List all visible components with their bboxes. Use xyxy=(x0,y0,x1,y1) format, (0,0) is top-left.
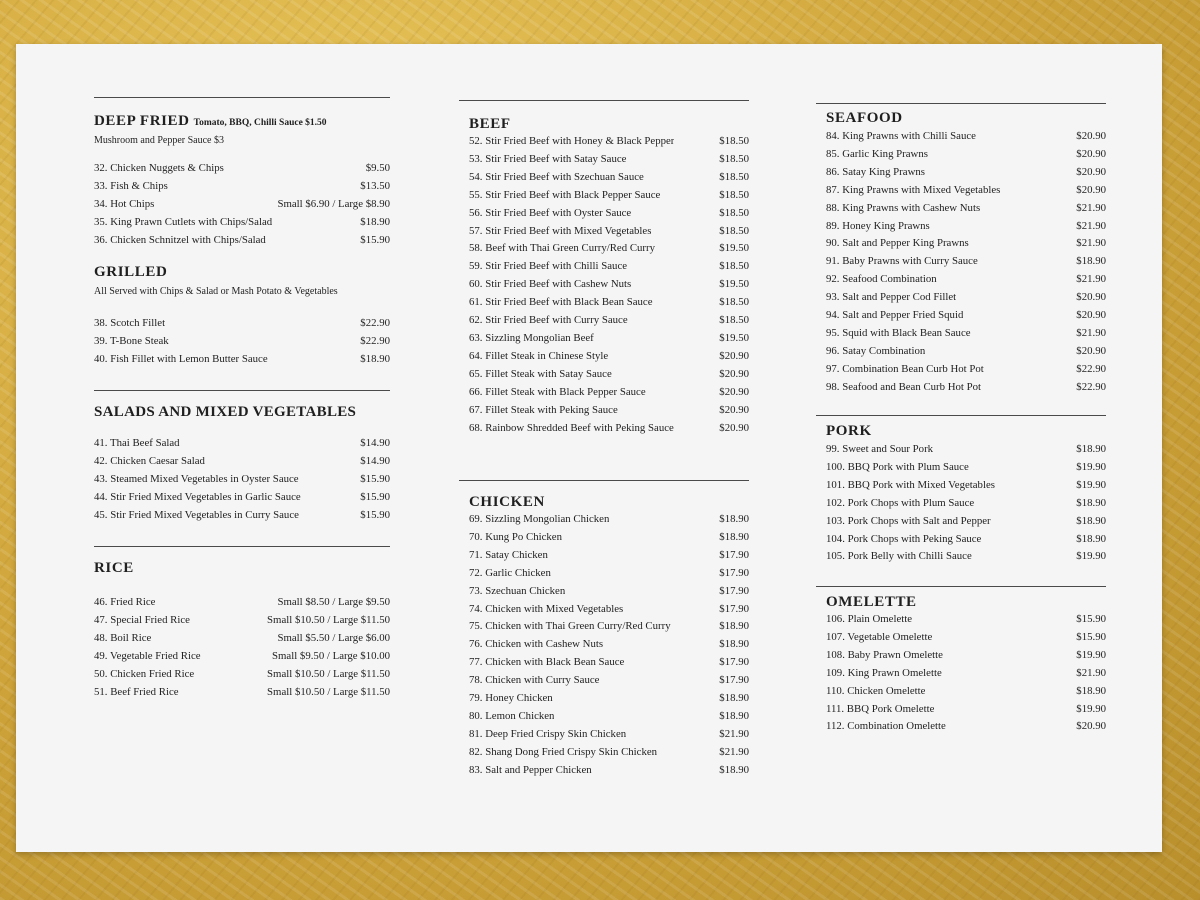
menu-item xyxy=(469,511,749,529)
menu-item xyxy=(826,182,1106,200)
menu-item xyxy=(469,151,749,169)
menu-item-name: 82. Shang Dong Fried Crispy Skin Chicken xyxy=(469,745,658,758)
menu-item-price: Small $10.50 / Large $11.50 xyxy=(267,613,390,626)
menu-card xyxy=(16,44,1162,852)
section-seafood xyxy=(816,103,1106,397)
menu-item-name: 96. Satay Combination xyxy=(826,344,926,357)
menu-item-name: 101. BBQ Pork with Mixed Vegetables xyxy=(826,478,995,491)
menu-item xyxy=(469,547,749,565)
section-title: DEEP FRIED Tomato, BBQ, Chilli Sauce $1.50 xyxy=(94,113,327,129)
menu-item-price: $18.50 xyxy=(719,206,749,219)
menu-item-price: $20.90 xyxy=(1076,183,1106,196)
menu-item-name: 69. Sizzling Mongolian Chicken xyxy=(469,513,610,525)
menu-item-price: $21.90 xyxy=(1076,219,1106,232)
menu-item-price: $18.50 xyxy=(719,188,749,201)
menu-item xyxy=(94,178,390,196)
menu-item xyxy=(94,594,390,612)
menu-item-name: 81. Deep Fried Crispy Skin Chicken xyxy=(469,727,627,740)
menu-item-price: $18.90 xyxy=(360,352,390,365)
menu-item-name: 46. Fried Rice xyxy=(94,596,156,608)
menu-item xyxy=(826,611,1106,629)
menu-item-price: $20.90 xyxy=(1076,291,1106,304)
menu-item xyxy=(94,666,390,684)
menu-item-name: 67. Fillet Steak with Peking Sauce xyxy=(469,403,618,416)
menu-item-name: 104. Pork Chops with Peking Sauce xyxy=(826,532,982,545)
menu-item xyxy=(469,169,749,187)
menu-item-price: $14.90 xyxy=(360,437,390,449)
menu-item xyxy=(469,601,749,619)
menu-item-name: 109. King Prawn Omelette xyxy=(826,666,942,679)
menu-item xyxy=(469,240,749,258)
menu-item-price: $14.90 xyxy=(360,454,390,467)
menu-item xyxy=(826,665,1106,683)
menu-item-name: 32. Chicken Nuggets & Chips xyxy=(94,162,224,174)
section-title: OMELETTE xyxy=(826,594,917,610)
menu-item-name: 52. Stir Fried Beef with Honey & Black Pepper xyxy=(469,135,675,147)
menu-item xyxy=(94,489,390,507)
menu-item xyxy=(826,441,1106,459)
menu-item-name: 105. Pork Belly with Chilli Sauce xyxy=(826,550,972,563)
menu-item-name: 83. Salt and Pepper Chicken xyxy=(469,763,592,776)
menu-item xyxy=(826,253,1106,271)
menu-item xyxy=(94,351,390,369)
menu-item-price: $18.50 xyxy=(719,260,749,273)
menu-item-name: 110. Chicken Omelette xyxy=(826,684,926,697)
menu-item-name: 58. Beef with Thai Green Curry/Red Curry xyxy=(469,242,656,255)
menu-item-name: 86. Satay King Prawns xyxy=(826,165,925,178)
menu-item-price: $15.90 xyxy=(360,472,390,485)
menu-item xyxy=(94,648,390,666)
section-divider xyxy=(94,97,390,98)
menu-item xyxy=(826,146,1106,164)
menu-item-name: 91. Baby Prawns with Curry Sauce xyxy=(826,255,978,268)
menu-item xyxy=(826,701,1106,719)
menu-item-price: $19.90 xyxy=(1076,702,1106,715)
menu-item xyxy=(826,218,1106,236)
menu-item xyxy=(469,654,749,672)
menu-item xyxy=(94,232,390,250)
menu-item-price: $18.90 xyxy=(1076,255,1106,268)
section-divider xyxy=(816,415,1106,416)
item-list xyxy=(816,611,1106,736)
menu-item xyxy=(94,471,390,489)
menu-item-name: 63. Sizzling Mongolian Beef xyxy=(469,331,594,344)
menu-item-name: 51. Beef Fried Rice xyxy=(94,685,179,698)
menu-item-price: $22.90 xyxy=(1076,362,1106,375)
menu-item-name: 98. Seafood and Bean Curb Hot Pot xyxy=(826,380,982,393)
menu-item xyxy=(826,289,1106,307)
section-divider xyxy=(459,100,749,101)
menu-item-name: 88. King Prawns with Cashew Nuts xyxy=(826,201,981,214)
menu-item xyxy=(826,379,1106,397)
menu-item-name: 84. King Prawns with Chilli Sauce xyxy=(826,130,976,142)
menu-item xyxy=(826,548,1106,566)
menu-item-price: $21.90 xyxy=(1076,326,1106,339)
menu-item-price: $18.90 xyxy=(1076,684,1106,697)
menu-item-price: Small $10.50 / Large $11.50 xyxy=(267,667,390,680)
menu-item-price: Small $8.50 / Large $9.50 xyxy=(277,596,390,608)
menu-item xyxy=(469,708,749,726)
menu-item-name: 56. Stir Fried Beef with Oyster Sauce xyxy=(469,206,632,219)
section-title: BEEF xyxy=(469,116,511,132)
menu-item xyxy=(469,726,749,744)
menu-item-name: 79. Honey Chicken xyxy=(469,692,553,705)
menu-item xyxy=(826,271,1106,289)
menu-item xyxy=(469,420,749,438)
menu-item-price: $21.90 xyxy=(1076,237,1106,250)
menu-item-price: $20.90 xyxy=(719,385,749,398)
menu-item xyxy=(826,647,1106,665)
item-list xyxy=(816,128,1106,397)
menu-item xyxy=(826,718,1106,736)
menu-item-price: $20.90 xyxy=(719,403,749,416)
menu-item xyxy=(469,258,749,276)
menu-item-name: 55. Stir Fried Beef with Black Pepper Sauce xyxy=(469,188,661,201)
menu-item-price: $18.90 xyxy=(719,620,749,633)
section-salads xyxy=(94,390,390,525)
menu-item-name: 54. Stir Fried Beef with Szechuan Sauce xyxy=(469,170,644,183)
menu-item-name: 49. Vegetable Fried Rice xyxy=(94,649,201,662)
menu-item-price: $13.50 xyxy=(360,179,390,192)
menu-item-price: $17.90 xyxy=(719,548,749,561)
menu-item xyxy=(469,618,749,636)
menu-item xyxy=(469,330,749,348)
menu-item-price: $21.90 xyxy=(1076,201,1106,214)
menu-item xyxy=(826,477,1106,495)
menu-item-price: $20.90 xyxy=(719,349,749,362)
section-rice xyxy=(94,546,390,701)
menu-item-price: $19.90 xyxy=(1076,478,1106,491)
menu-item-price: $18.90 xyxy=(1076,496,1106,509)
menu-item xyxy=(469,402,749,420)
section-title: PORK xyxy=(826,423,872,439)
menu-item xyxy=(94,507,390,525)
menu-item xyxy=(469,672,749,690)
menu-item-price: $18.90 xyxy=(719,692,749,705)
menu-item xyxy=(469,294,749,312)
menu-item xyxy=(469,276,749,294)
sauce-note: Tomato, BBQ, Chilli Sauce $1.50 xyxy=(193,118,327,128)
menu-item-name: 42. Chicken Caesar Salad xyxy=(94,454,205,467)
menu-item xyxy=(94,196,390,214)
section-subnote: All Served with Chips & Salad or Mash Potato & Vegetables xyxy=(94,286,338,297)
menu-item-name: 111. BBQ Pork Omelette xyxy=(826,702,935,715)
menu-item-name: 71. Satay Chicken xyxy=(469,548,548,561)
menu-item xyxy=(94,612,390,630)
menu-item xyxy=(469,384,749,402)
menu-item-name: 34. Hot Chips xyxy=(94,197,155,210)
section-grilled xyxy=(94,263,390,369)
menu-item-price: Small $5.50 / Large $6.00 xyxy=(277,631,390,644)
menu-item-price: $22.90 xyxy=(1076,380,1106,393)
menu-item-name: 40. Fish Fillet with Lemon Butter Sauce xyxy=(94,352,268,365)
menu-item-name: 108. Baby Prawn Omelette xyxy=(826,648,943,661)
menu-item-price: $20.90 xyxy=(1076,344,1106,357)
menu-item xyxy=(94,684,390,702)
menu-item-name: 80. Lemon Chicken xyxy=(469,709,555,722)
menu-item xyxy=(826,325,1106,343)
menu-item-price: $18.90 xyxy=(719,763,749,776)
menu-item xyxy=(469,636,749,654)
menu-item-price: $18.50 xyxy=(719,224,749,237)
menu-item-name: 57. Stir Fried Beef with Mixed Vegetables xyxy=(469,224,652,237)
menu-item xyxy=(469,205,749,223)
menu-item-name: 60. Stir Fried Beef with Cashew Nuts xyxy=(469,278,632,291)
menu-item-price: $20.90 xyxy=(719,421,749,434)
menu-item-price: $15.90 xyxy=(360,233,390,246)
menu-item xyxy=(469,223,749,241)
menu-item-price: $22.90 xyxy=(360,317,390,329)
menu-item-name: 97. Combination Bean Curb Hot Pot xyxy=(826,362,984,375)
section-title: SALADS AND MIXED VEGETABLES xyxy=(94,404,357,420)
section-title: GRILLED xyxy=(94,264,168,280)
menu-item xyxy=(826,307,1106,325)
item-list xyxy=(459,511,749,780)
section-title: CHICKEN xyxy=(469,494,545,510)
menu-item-name: 112. Combination Omelette xyxy=(826,720,946,733)
menu-item-name: 36. Chicken Schnitzel with Chips/Salad xyxy=(94,233,266,246)
menu-item xyxy=(826,513,1106,531)
menu-item-name: 94. Salt and Pepper Fried Squid xyxy=(826,309,964,322)
menu-item xyxy=(469,690,749,708)
menu-item xyxy=(94,453,390,471)
menu-item-price: $18.90 xyxy=(1076,443,1106,455)
item-list xyxy=(459,133,749,437)
section-pork xyxy=(816,415,1106,566)
menu-item-name: 93. Salt and Pepper Cod Fillet xyxy=(826,291,957,304)
menu-item-name: 47. Special Fried Rice xyxy=(94,613,190,626)
menu-item-name: 95. Squid with Black Bean Sauce xyxy=(826,326,971,339)
menu-item-price: $15.90 xyxy=(360,490,390,503)
menu-item-price: $21.90 xyxy=(719,745,749,758)
menu-item xyxy=(469,583,749,601)
menu-item xyxy=(469,762,749,780)
menu-item-price: $20.90 xyxy=(1076,165,1106,178)
menu-item-name: 59. Stir Fried Beef with Chilli Sauce xyxy=(469,260,628,273)
menu-item xyxy=(826,200,1106,218)
section-deep-fried xyxy=(94,97,390,250)
menu-item-name: 76. Chicken with Cashew Nuts xyxy=(469,638,604,651)
item-list xyxy=(94,435,390,525)
menu-item-name: 39. T-Bone Steak xyxy=(94,334,169,347)
menu-item-name: 72. Garlic Chicken xyxy=(469,566,551,579)
menu-item-price: $18.90 xyxy=(1076,514,1106,527)
menu-item-price: $18.90 xyxy=(719,530,749,543)
item-list xyxy=(94,594,390,701)
section-title: SEAFOOD xyxy=(826,110,903,126)
menu-item xyxy=(94,214,390,232)
menu-item-name: 85. Garlic King Prawns xyxy=(826,147,928,160)
menu-item-name: 89. Honey King Prawns xyxy=(826,219,930,232)
menu-item-price: $20.90 xyxy=(1076,309,1106,322)
menu-item-price: $18.90 xyxy=(1076,532,1106,545)
menu-item-price: $17.90 xyxy=(719,566,749,579)
menu-item xyxy=(469,744,749,762)
menu-item xyxy=(826,629,1106,647)
menu-item-name: 106. Plain Omelette xyxy=(826,613,913,625)
menu-item xyxy=(826,683,1106,701)
item-list xyxy=(94,315,390,369)
menu-item xyxy=(826,531,1106,549)
menu-item-price: $17.90 xyxy=(719,602,749,615)
menu-item-price: $22.90 xyxy=(360,334,390,347)
menu-item xyxy=(94,333,390,351)
menu-item xyxy=(469,366,749,384)
menu-item-name: 50. Chicken Fried Rice xyxy=(94,667,195,680)
menu-item-price: $19.90 xyxy=(1076,648,1106,661)
menu-item-price: $20.90 xyxy=(1076,720,1106,733)
menu-item-name: 41. Thai Beef Salad xyxy=(94,437,180,449)
menu-item-name: 53. Stir Fried Beef with Satay Sauce xyxy=(469,152,627,165)
menu-item-name: 90. Salt and Pepper King Prawns xyxy=(826,237,969,250)
menu-item-price: $20.90 xyxy=(1076,147,1106,160)
menu-item-name: 107. Vegetable Omelette xyxy=(826,630,933,643)
menu-item xyxy=(94,160,390,178)
menu-item xyxy=(826,343,1106,361)
menu-item-price: $18.50 xyxy=(719,170,749,183)
menu-item-name: 68. Rainbow Shredded Beef with Peking Sauce xyxy=(469,421,674,434)
menu-item-name: 99. Sweet and Sour Pork xyxy=(826,443,934,455)
menu-item-price: $21.90 xyxy=(719,727,749,740)
menu-item-price: $9.50 xyxy=(365,162,390,174)
menu-item-price: $19.90 xyxy=(1076,550,1106,563)
menu-item-price: $17.90 xyxy=(719,674,749,687)
menu-item-name: 35. King Prawn Cutlets with Chips/Salad xyxy=(94,215,273,228)
menu-item-name: 102. Pork Chops with Plum Sauce xyxy=(826,496,975,509)
section-divider xyxy=(459,480,749,481)
menu-item xyxy=(469,529,749,547)
menu-item-name: 87. King Prawns with Mixed Vegetables xyxy=(826,183,1001,196)
section-divider xyxy=(94,390,390,391)
menu-item-price: $21.90 xyxy=(1076,666,1106,679)
menu-item-price: $15.90 xyxy=(360,508,390,521)
menu-item-price: Small $9.50 / Large $10.00 xyxy=(272,649,390,662)
menu-item xyxy=(469,348,749,366)
menu-item-name: 64. Fillet Steak in Chinese Style xyxy=(469,349,609,362)
menu-item-price: $19.50 xyxy=(719,331,749,344)
menu-item-price: $17.90 xyxy=(719,656,749,669)
menu-item-name: 45. Stir Fried Mixed Vegetables in Curry Sauce xyxy=(94,508,299,521)
menu-item-price: $17.90 xyxy=(719,584,749,597)
menu-item xyxy=(826,459,1106,477)
menu-item-name: 103. Pork Chops with Salt and Pepper xyxy=(826,514,991,527)
menu-item-name: 100. BBQ Pork with Plum Sauce xyxy=(826,460,969,473)
menu-item xyxy=(826,495,1106,513)
section-title: RICE xyxy=(94,560,134,576)
section-chicken xyxy=(459,480,749,780)
menu-item-name: 62. Stir Fried Beef with Curry Sauce xyxy=(469,314,628,327)
section-divider xyxy=(816,103,1106,104)
menu-item-price: Small $10.50 / Large $11.50 xyxy=(267,685,390,698)
menu-item xyxy=(469,312,749,330)
menu-item-price: $18.90 xyxy=(719,709,749,722)
menu-item xyxy=(94,315,390,333)
menu-item-price: $18.50 xyxy=(719,314,749,327)
menu-item xyxy=(94,630,390,648)
section-divider xyxy=(816,586,1106,587)
section-divider xyxy=(94,546,390,547)
menu-item-price: $18.50 xyxy=(719,135,749,147)
menu-item xyxy=(826,128,1106,146)
menu-item-name: 73. Szechuan Chicken xyxy=(469,584,566,597)
menu-item-name: 74. Chicken with Mixed Vegetables xyxy=(469,602,624,615)
menu-item-price: $18.90 xyxy=(360,215,390,228)
menu-item-name: 38. Scotch Fillet xyxy=(94,317,166,329)
menu-item-price: $19.50 xyxy=(719,242,749,255)
section-omelette xyxy=(816,586,1106,736)
menu-item-price: $18.90 xyxy=(719,638,749,651)
section-beef xyxy=(459,100,749,437)
menu-item xyxy=(469,565,749,583)
menu-item xyxy=(826,361,1106,379)
menu-item-name: 33. Fish & Chips xyxy=(94,179,168,192)
menu-item-name: 65. Fillet Steak with Satay Sauce xyxy=(469,367,612,380)
menu-item-name: 44. Stir Fried Mixed Vegetables in Garlic Sauce xyxy=(94,490,301,503)
item-list xyxy=(816,441,1106,566)
menu-item-price: $15.90 xyxy=(1076,630,1106,643)
sauce-subnote: Mushroom and Pepper Sauce $3 xyxy=(94,135,224,146)
menu-item-name: 43. Steamed Mixed Vegetables in Oyster Sauce xyxy=(94,472,299,485)
menu-item xyxy=(469,133,749,151)
menu-item-price: $18.50 xyxy=(719,296,749,309)
menu-item-price: $15.90 xyxy=(1076,613,1106,625)
menu-item-name: 70. Kung Po Chicken xyxy=(469,530,562,543)
menu-item-name: 75. Chicken with Thai Green Curry/Red Curry xyxy=(469,620,671,633)
menu-item xyxy=(94,435,390,453)
menu-item-name: 78. Chicken with Curry Sauce xyxy=(469,674,600,687)
menu-item xyxy=(826,235,1106,253)
menu-item-name: 92. Seafood Combination xyxy=(826,273,937,286)
menu-item-price: $18.90 xyxy=(719,513,749,525)
menu-item-price: $21.90 xyxy=(1076,273,1106,286)
menu-item-name: 61. Stir Fried Beef with Black Bean Sauce xyxy=(469,296,653,309)
menu-item-price: Small $6.90 / Large $8.90 xyxy=(277,197,390,210)
menu-item-name: 48. Boil Rice xyxy=(94,631,152,644)
menu-item xyxy=(826,164,1106,182)
menu-item xyxy=(469,187,749,205)
menu-item-price: $20.90 xyxy=(1076,130,1106,142)
menu-item-price: $20.90 xyxy=(719,367,749,380)
menu-item-price: $19.90 xyxy=(1076,460,1106,473)
menu-item-name: 66. Fillet Steak with Black Pepper Sauce xyxy=(469,385,646,398)
menu-item-price: $18.50 xyxy=(719,152,749,165)
item-list xyxy=(94,160,390,250)
menu-item-name: 77. Chicken with Black Bean Sauce xyxy=(469,656,625,669)
menu-item-price: $19.50 xyxy=(719,278,749,291)
